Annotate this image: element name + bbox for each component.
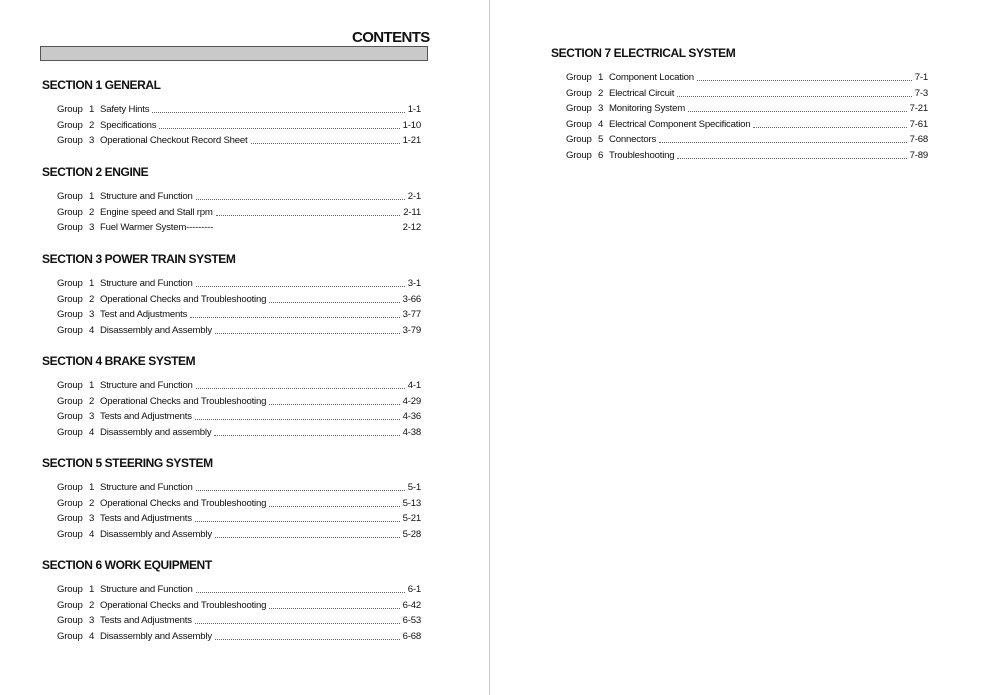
page-number: 3-66 xyxy=(402,293,421,305)
entry-title: Troubleshooting xyxy=(609,149,675,161)
page-number: 2-1 xyxy=(407,191,421,202)
group-label: Group xyxy=(57,395,83,407)
dot-leader xyxy=(677,94,912,97)
group-number: 1 xyxy=(89,191,95,202)
toc-row[interactable] xyxy=(57,102,421,118)
page-number: 2-11 xyxy=(403,206,421,218)
page-number: 3-79 xyxy=(402,324,421,336)
entry-title: Test and Adjustments xyxy=(100,309,188,320)
entry-title: Monitoring System xyxy=(609,103,686,114)
dot-leader xyxy=(190,315,399,318)
page-number: 6-1 xyxy=(407,584,421,595)
dot-leader xyxy=(269,300,399,303)
toc-row[interactable] xyxy=(57,527,421,543)
dot-leader xyxy=(688,109,907,112)
group-label: Group xyxy=(57,191,83,202)
page-number: 4-36 xyxy=(402,411,421,422)
page-number: 7-89 xyxy=(909,149,928,161)
group-label: Group xyxy=(57,206,83,218)
section-title: SECTION 2 ENGINE xyxy=(42,165,149,179)
dot-leader xyxy=(216,229,400,231)
dot-leader xyxy=(159,126,399,129)
entry-title: Safety Hints xyxy=(100,104,150,115)
group-label: Group xyxy=(57,584,83,595)
page-number: 1-10 xyxy=(402,119,421,131)
page-number: 7-68 xyxy=(909,134,928,145)
group-label: Group xyxy=(566,103,592,114)
page-number: 3-1 xyxy=(407,278,421,289)
group-number: 2 xyxy=(89,293,95,305)
entry-title: Operational Checks and Troubleshooting xyxy=(100,497,267,509)
entry-title: Disassembly and Assembly xyxy=(100,324,212,336)
dot-leader xyxy=(269,402,399,405)
toc-row[interactable] xyxy=(57,394,421,410)
toc-row[interactable] xyxy=(57,613,421,629)
group-number: 1 xyxy=(89,278,95,289)
section-title: SECTION 4 BRAKE SYSTEM xyxy=(42,354,196,368)
entry-title: Engine speed and Stall rpm xyxy=(100,206,213,218)
group-number: 4 xyxy=(598,118,604,130)
entry-title: Operational Checks and Troubleshooting xyxy=(100,293,267,305)
page-number: 4-38 xyxy=(402,426,421,438)
group-number: 1 xyxy=(89,380,95,391)
group-number: 5 xyxy=(598,134,604,145)
dot-leader xyxy=(214,433,399,436)
entry-title: Disassembly and Assembly xyxy=(100,528,212,540)
dot-leader xyxy=(195,417,400,420)
entry-title: Electrical Circuit xyxy=(609,87,675,99)
entry-title: Electrical Component Specification xyxy=(609,118,751,130)
page-number: 1-21 xyxy=(402,135,421,146)
toc-row[interactable] xyxy=(57,220,421,236)
toc-row[interactable] xyxy=(57,480,421,496)
toc-row[interactable] xyxy=(57,323,421,339)
group-label: Group xyxy=(57,135,83,146)
entry-title: Fuel Warmer System--------- xyxy=(100,222,214,233)
toc-row[interactable] xyxy=(566,117,928,133)
dot-leader xyxy=(195,621,400,624)
page-number: 6-68 xyxy=(402,630,421,642)
dot-leader xyxy=(251,141,400,144)
entry-title: Component Location xyxy=(609,72,694,83)
group-label: Group xyxy=(57,528,83,540)
group-number: 1 xyxy=(598,72,604,83)
toc-row[interactable] xyxy=(566,70,928,86)
section-title: SECTION 1 GENERAL xyxy=(42,78,161,92)
section-title: SECTION 3 POWER TRAIN SYSTEM xyxy=(42,252,236,266)
group-label: Group xyxy=(566,118,592,130)
entry-title: Connectors xyxy=(609,134,657,145)
section-1 xyxy=(42,78,421,149)
section-7 xyxy=(551,46,928,163)
section-4 xyxy=(42,354,421,440)
dot-leader xyxy=(215,637,400,640)
group-number: 3 xyxy=(89,513,95,524)
entry-title: Structure and Function xyxy=(100,278,193,289)
group-number: 4 xyxy=(89,528,95,540)
toc-row[interactable] xyxy=(57,511,421,527)
group-label: Group xyxy=(57,119,83,131)
toc-row[interactable] xyxy=(566,148,928,164)
group-number: 2 xyxy=(89,206,95,218)
toc-row[interactable] xyxy=(57,378,421,394)
group-number: 3 xyxy=(598,103,604,114)
section-5 xyxy=(42,456,421,542)
page-number: 7-3 xyxy=(914,87,928,99)
page-number: 2-12 xyxy=(402,222,421,233)
page-number: 4-29 xyxy=(402,395,421,407)
dot-leader xyxy=(196,386,405,389)
dot-leader xyxy=(269,504,399,507)
dot-leader xyxy=(697,78,912,81)
group-number: 2 xyxy=(89,119,95,131)
group-label: Group xyxy=(57,278,83,289)
section-title: SECTION 6 WORK EQUIPMENT xyxy=(42,558,212,572)
section-2 xyxy=(42,165,421,236)
entry-title: Tests and Adjustments xyxy=(100,615,192,626)
group-label: Group xyxy=(57,513,83,524)
dot-leader xyxy=(215,331,400,334)
page-number: 5-21 xyxy=(402,513,421,524)
dot-leader xyxy=(215,535,400,538)
toc-row[interactable] xyxy=(57,629,421,645)
toc-row[interactable] xyxy=(566,101,928,117)
toc-row[interactable] xyxy=(566,86,928,102)
group-number: 4 xyxy=(89,426,95,438)
dot-leader xyxy=(269,606,399,609)
group-label: Group xyxy=(57,599,83,611)
entry-title: Structure and Function xyxy=(100,191,193,202)
group-number: 3 xyxy=(89,411,95,422)
group-label: Group xyxy=(566,134,592,145)
entry-title: Specifications xyxy=(100,119,157,131)
page-number: 6-42 xyxy=(402,599,421,611)
entry-title: Structure and Function xyxy=(100,380,193,391)
group-label: Group xyxy=(57,309,83,320)
group-number: 2 xyxy=(89,497,95,509)
group-number: 1 xyxy=(89,104,95,115)
page-number: 5-1 xyxy=(407,482,421,493)
group-number: 1 xyxy=(89,482,95,493)
group-label: Group xyxy=(57,426,83,438)
group-label: Group xyxy=(57,411,83,422)
entry-title: Structure and Function xyxy=(100,584,193,595)
entry-title: Disassembly and assembly xyxy=(100,426,212,438)
toc-row[interactable] xyxy=(57,118,421,134)
toc-row[interactable] xyxy=(57,189,421,205)
page-number: 4-1 xyxy=(407,380,421,391)
entry-title: Tests and Adjustments xyxy=(100,411,192,422)
group-label: Group xyxy=(57,482,83,493)
toc-row[interactable] xyxy=(57,307,421,323)
group-label: Group xyxy=(57,615,83,626)
toc-row[interactable] xyxy=(57,133,421,149)
page-number: 1-1 xyxy=(407,104,421,115)
dot-leader xyxy=(196,197,405,200)
page-number: 7-1 xyxy=(914,72,928,83)
dot-leader xyxy=(216,213,401,216)
toc-row[interactable] xyxy=(57,598,421,614)
contents-title: CONTENTS xyxy=(352,29,430,46)
toc-row[interactable] xyxy=(57,292,421,308)
dot-leader xyxy=(152,110,404,113)
toc-row[interactable] xyxy=(57,496,421,512)
section-3 xyxy=(42,252,421,338)
group-label: Group xyxy=(57,104,83,115)
group-number: 2 xyxy=(89,599,95,611)
page-number: 5-13 xyxy=(402,497,421,509)
group-number: 6 xyxy=(598,149,604,161)
toc-row[interactable] xyxy=(57,205,421,221)
group-number: 4 xyxy=(89,630,95,642)
page-number: 7-61 xyxy=(909,118,928,130)
dot-leader xyxy=(196,590,405,593)
page-number: 5-28 xyxy=(402,528,421,540)
page-number: 7-21 xyxy=(909,103,928,114)
toc-row[interactable] xyxy=(57,276,421,292)
group-number: 3 xyxy=(89,309,95,320)
dot-leader xyxy=(196,284,405,287)
entry-title: Disassembly and Assembly xyxy=(100,630,212,642)
group-number: 3 xyxy=(89,222,95,233)
page-number: 3-77 xyxy=(402,309,421,320)
toc-row[interactable] xyxy=(566,132,928,148)
group-label: Group xyxy=(566,87,592,99)
group-label: Group xyxy=(57,380,83,391)
title-bar xyxy=(40,46,428,61)
entry-title: Structure and Function xyxy=(100,482,193,493)
entry-title: Tests and Adjustments xyxy=(100,513,192,524)
group-label: Group xyxy=(566,149,592,161)
section-title: SECTION 7 ELECTRICAL SYSTEM xyxy=(551,46,736,60)
entry-title: Operational Checks and Troubleshooting xyxy=(100,599,267,611)
group-label: Group xyxy=(57,497,83,509)
dot-leader xyxy=(196,488,405,491)
group-number: 3 xyxy=(89,135,95,146)
group-number: 2 xyxy=(89,395,95,407)
group-number: 4 xyxy=(89,324,95,336)
dot-leader xyxy=(195,519,400,522)
dot-leader xyxy=(753,125,906,128)
dot-leader xyxy=(677,156,906,159)
group-label: Group xyxy=(566,72,592,83)
group-number: 2 xyxy=(598,87,604,99)
entry-title: Operational Checkout Record Sheet xyxy=(100,135,248,146)
entry-title: Operational Checks and Troubleshooting xyxy=(100,395,267,407)
section-title: SECTION 5 STEERING SYSTEM xyxy=(42,456,213,470)
toc-row[interactable] xyxy=(57,582,421,598)
dot-leader xyxy=(659,140,907,143)
group-label: Group xyxy=(57,324,83,336)
page-number: 6-53 xyxy=(402,615,421,626)
toc-row[interactable] xyxy=(57,409,421,425)
group-label: Group xyxy=(57,222,83,233)
group-label: Group xyxy=(57,293,83,305)
section-6 xyxy=(42,558,421,644)
toc-row[interactable] xyxy=(57,425,421,441)
group-number: 1 xyxy=(89,584,95,595)
group-label: Group xyxy=(57,630,83,642)
group-number: 3 xyxy=(89,615,95,626)
